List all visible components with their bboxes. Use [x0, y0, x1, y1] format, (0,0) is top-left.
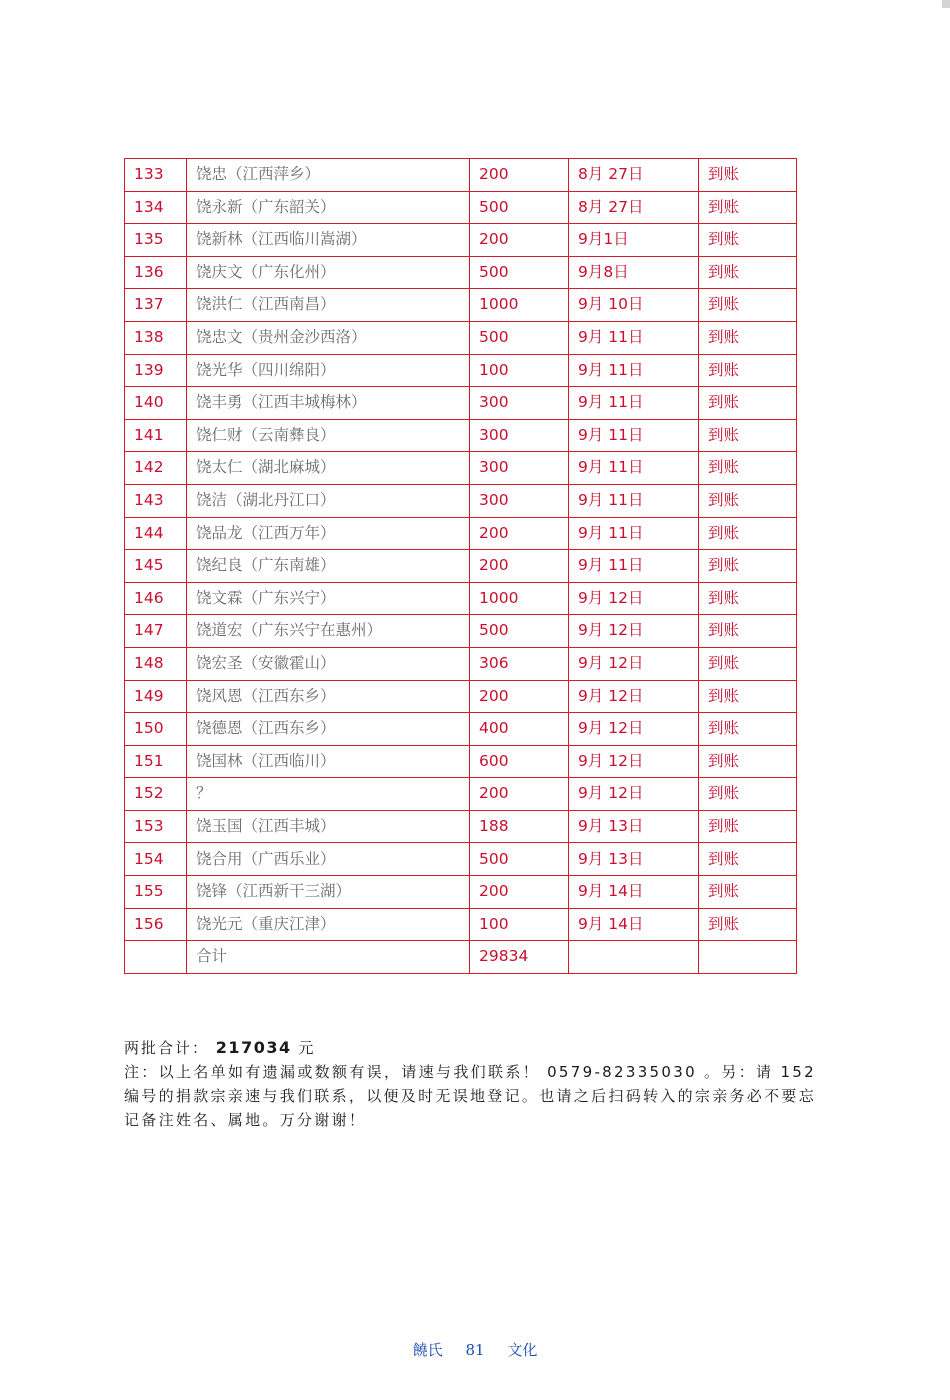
cell-number: 137: [125, 289, 187, 322]
table-row: [125, 419, 797, 452]
cell-status: 到账: [699, 876, 797, 909]
cell-donor-name: 饶忠文（贵州金沙西洛）: [187, 321, 470, 354]
cell-date: 9月1日: [569, 224, 699, 257]
cell-amount: 500: [470, 191, 569, 224]
cell-amount: 200: [470, 517, 569, 550]
cell-status: 到账: [699, 224, 797, 257]
cell-number: 141: [125, 419, 187, 452]
table-row: [125, 550, 797, 583]
table-row: [125, 745, 797, 778]
cell-donor-name: 饶道宏（广东兴宁在惠州）: [187, 615, 470, 648]
table-row: [125, 908, 797, 941]
cell-donor-name: 饶德恩（江西东乡）: [187, 713, 470, 746]
cell-donor-name: 饶文霖（广东兴宁）: [187, 582, 470, 615]
cell-amount: 200: [470, 876, 569, 909]
cell-amount: 500: [470, 321, 569, 354]
cell-status: 到账: [699, 745, 797, 778]
donation-table: [124, 158, 797, 974]
cell-date: 8月 27日: [569, 191, 699, 224]
cell-date: 9月 12日: [569, 582, 699, 615]
cell-number: 136: [125, 256, 187, 289]
cell-number: 146: [125, 582, 187, 615]
cell-status: 到账: [699, 647, 797, 680]
cell-status: 到账: [699, 387, 797, 420]
notes-section: [124, 1036, 816, 1132]
cell-donor-name: 饶国林（江西临川）: [187, 745, 470, 778]
cell-date: 9月 14日: [569, 908, 699, 941]
table-row: [125, 843, 797, 876]
cell-amount: 500: [470, 843, 569, 876]
cell-status: 到账: [699, 484, 797, 517]
cell-date: 9月 11日: [569, 550, 699, 583]
cell-status: 到账: [699, 289, 797, 322]
cell-number: 139: [125, 354, 187, 387]
cell-number: 140: [125, 387, 187, 420]
cell-amount: 500: [470, 615, 569, 648]
cell-donor-name: 饶永新（广东韶关）: [187, 191, 470, 224]
cell-status: 到账: [699, 680, 797, 713]
cell-status: 到账: [699, 908, 797, 941]
cell-donor-name: 饶纪良（广东南雄）: [187, 550, 470, 583]
cell-date: 9月 10日: [569, 289, 699, 322]
cell-status: 到账: [699, 159, 797, 192]
total-amount: 29834: [470, 941, 569, 974]
cell-date: 9月 12日: [569, 713, 699, 746]
cell-donor-name: 饶光元（重庆江津）: [187, 908, 470, 941]
cell-amount: 200: [470, 550, 569, 583]
cell-number: 153: [125, 810, 187, 843]
cell-status: 到账: [699, 778, 797, 811]
cell-number: 154: [125, 843, 187, 876]
grand-total-line: [124, 1036, 816, 1060]
cell-donor-name: 饶新林（江西临川嵩湖）: [187, 224, 470, 257]
table-row: [125, 224, 797, 257]
cell-donor-name: 饶丰勇（江西丰城梅林）: [187, 387, 470, 420]
table-row: [125, 647, 797, 680]
cell-donor-name: 饶忠（江西萍乡）: [187, 159, 470, 192]
table-row: [125, 191, 797, 224]
table-row: [125, 289, 797, 322]
cell-donor-name: 饶合用（广西乐业）: [187, 843, 470, 876]
cell-donor-name: 饶宏圣（安徽霍山）: [187, 647, 470, 680]
cell-amount: 1000: [470, 289, 569, 322]
cell-donor-name: 饶风恩（江西东乡）: [187, 680, 470, 713]
cell-amount: 400: [470, 713, 569, 746]
cell-status: 到账: [699, 582, 797, 615]
cell-status: 到账: [699, 517, 797, 550]
cell-number: 145: [125, 550, 187, 583]
cell-date: 9月 11日: [569, 419, 699, 452]
cell-donor-name: 饶光华（四川绵阳）: [187, 354, 470, 387]
cell-status: 到账: [699, 550, 797, 583]
grand-total-label: 两批合计：: [124, 1039, 210, 1057]
cell-status: 到账: [699, 419, 797, 452]
cell-donor-name: 饶庆文（广东化州）: [187, 256, 470, 289]
grand-total-unit: 元: [298, 1039, 316, 1057]
cell-amount: 200: [470, 159, 569, 192]
cell-number: 152: [125, 778, 187, 811]
cell-number: 142: [125, 452, 187, 485]
cell-number: 150: [125, 713, 187, 746]
corner-mark: [942, 0, 950, 8]
cell-status: 到账: [699, 452, 797, 485]
table-row: [125, 778, 797, 811]
cell-number: 151: [125, 745, 187, 778]
cell-amount: 100: [470, 908, 569, 941]
cell-donor-name: 饶锋（江西新干三湖）: [187, 876, 470, 909]
cell-donor-name: 饶玉国（江西丰城）: [187, 810, 470, 843]
cell-number: 149: [125, 680, 187, 713]
table-row: [125, 256, 797, 289]
table-row: [125, 159, 797, 192]
cell-status: 到账: [699, 843, 797, 876]
cell-date: 9月 13日: [569, 810, 699, 843]
total-label: 合计: [187, 941, 470, 974]
cell-number: 135: [125, 224, 187, 257]
cell-donor-name: 饶仁财（云南彝良）: [187, 419, 470, 452]
cell-date: 9月 11日: [569, 452, 699, 485]
cell-donor-name: ？: [187, 778, 470, 811]
cell-amount: 200: [470, 680, 569, 713]
cell-number: 147: [125, 615, 187, 648]
cell-number: 156: [125, 908, 187, 941]
table-row: [125, 387, 797, 420]
cell-date: 9月 11日: [569, 321, 699, 354]
cell-date: 9月8日: [569, 256, 699, 289]
table-row: [125, 680, 797, 713]
cell-date: 9月 11日: [569, 354, 699, 387]
cell-donor-name: 饶品龙（江西万年）: [187, 517, 470, 550]
cell-status: 到账: [699, 321, 797, 354]
cell-date: 9月 12日: [569, 778, 699, 811]
cell-amount: 306: [470, 647, 569, 680]
cell-number: 133: [125, 159, 187, 192]
table-row: [125, 452, 797, 485]
cell-amount: 100: [470, 354, 569, 387]
table-row: [125, 582, 797, 615]
cell-date: 9月 11日: [569, 387, 699, 420]
table-row: [125, 810, 797, 843]
cell-date: 9月 12日: [569, 615, 699, 648]
table-row: [125, 615, 797, 648]
cell-number: 134: [125, 191, 187, 224]
table-row: [125, 517, 797, 550]
total-cell-number: [125, 941, 187, 974]
cell-date: 9月 11日: [569, 517, 699, 550]
cell-donor-name: 饶太仁（湖北麻城）: [187, 452, 470, 485]
cell-status: 到账: [699, 713, 797, 746]
cell-amount: 500: [470, 256, 569, 289]
cell-amount: 300: [470, 387, 569, 420]
total-row: [125, 941, 797, 974]
cell-amount: 188: [470, 810, 569, 843]
cell-status: 到账: [699, 615, 797, 648]
cell-date: 9月 12日: [569, 745, 699, 778]
cell-amount: 300: [470, 452, 569, 485]
cell-amount: 200: [470, 224, 569, 257]
cell-amount: 1000: [470, 582, 569, 615]
page-footer: [0, 1340, 950, 1360]
table-row: [125, 321, 797, 354]
cell-status: 到账: [699, 354, 797, 387]
cell-number: 138: [125, 321, 187, 354]
cell-status: 到账: [699, 191, 797, 224]
cell-donor-name: 饶洁（湖北丹江口）: [187, 484, 470, 517]
cell-amount: 200: [470, 778, 569, 811]
grand-total-amount: 217034: [215, 1038, 292, 1057]
cell-number: 155: [125, 876, 187, 909]
table-row: [125, 354, 797, 387]
cell-date: 9月 13日: [569, 843, 699, 876]
table-row: [125, 484, 797, 517]
cell-number: 148: [125, 647, 187, 680]
cell-number: 144: [125, 517, 187, 550]
page-number: 81: [465, 1341, 485, 1359]
cell-date: 8月 27日: [569, 159, 699, 192]
cell-date: 9月 11日: [569, 484, 699, 517]
contact-note: 注：以上名单如有遗漏或数额有误，请速与我们联系！ 0579-82335030 。另：请 152 编号的捐款宗亲速与我们联系，以便及时无误地登记。也请之后扫码转入的宗亲务必不要忘记备注姓名、属地。万分谢谢！: [124, 1063, 817, 1129]
cell-amount: 600: [470, 745, 569, 778]
cell-date: 9月 14日: [569, 876, 699, 909]
footer-right-text: 文化: [507, 1341, 538, 1359]
total-cell-status: [699, 941, 797, 974]
cell-date: 9月 12日: [569, 680, 699, 713]
cell-status: 到账: [699, 256, 797, 289]
cell-amount: 300: [470, 484, 569, 517]
table-row: [125, 713, 797, 746]
cell-amount: 300: [470, 419, 569, 452]
cell-donor-name: 饶洪仁（江西南昌）: [187, 289, 470, 322]
cell-date: 9月 12日: [569, 647, 699, 680]
cell-number: 143: [125, 484, 187, 517]
total-cell-date: [569, 941, 699, 974]
cell-status: 到账: [699, 810, 797, 843]
donation-table-body: [125, 159, 797, 974]
footer-left-text: 饒氏: [412, 1341, 443, 1359]
table-row: [125, 876, 797, 909]
